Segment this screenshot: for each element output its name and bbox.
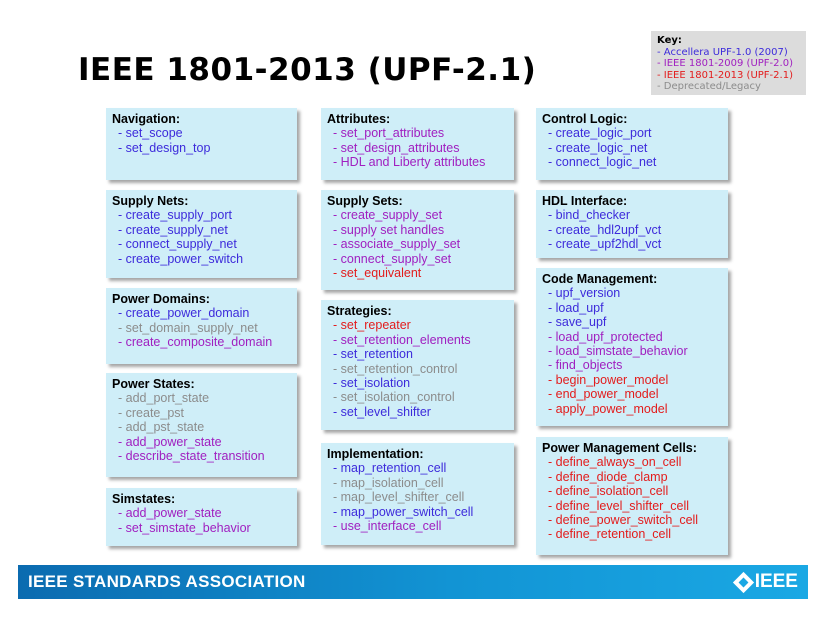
command-item: - set_design_attributes xyxy=(333,140,460,155)
command-item: - upf_version xyxy=(548,286,621,301)
command-item: - create_power_switch xyxy=(118,251,244,266)
slide-title: IEEE 1801-2013 (UPF-2.1) xyxy=(78,52,537,88)
command-item: - add_power_state xyxy=(118,434,222,449)
panel-title: Supply Sets: xyxy=(327,194,403,208)
panel-power-management-cells xyxy=(536,437,728,555)
command-list xyxy=(112,391,291,463)
panel-title: Code Management: xyxy=(542,272,658,286)
command-item: - create_pst xyxy=(118,405,185,420)
command-item: - set_retention_elements xyxy=(333,332,471,347)
panel-title: Supply Nets: xyxy=(112,194,189,208)
command-item: - create_supply_port xyxy=(118,208,232,223)
command-item: - set_retention_control xyxy=(333,361,458,376)
key-item-upf10: - Accellera UPF-1.0 (2007) xyxy=(657,46,788,58)
command-item: - set_scope xyxy=(118,126,183,141)
command-list xyxy=(542,455,722,541)
version-key xyxy=(651,31,806,95)
panel-title: HDL Interface: xyxy=(542,194,628,208)
command-item: - load_simstate_behavior xyxy=(548,344,688,359)
command-item: - create_logic_port xyxy=(548,126,652,141)
command-list xyxy=(327,208,508,280)
command-item: - HDL and Liberty attributes xyxy=(333,155,486,170)
panel-hdl-interface xyxy=(536,190,728,258)
command-item: - define_isolation_cell xyxy=(548,484,669,499)
command-item: - set_retention xyxy=(333,347,413,362)
command-item: - find_objects xyxy=(548,358,623,373)
command-item: - set_domain_supply_net xyxy=(118,320,258,335)
command-item: - begin_power_model xyxy=(548,372,669,387)
command-item: - set_isolation_control xyxy=(333,390,455,405)
ieee-diamond-icon xyxy=(733,571,754,592)
command-item: - use_interface_cell xyxy=(333,519,442,534)
command-item: - set_design_top xyxy=(118,140,211,155)
command-item: - create_composite_domain xyxy=(118,335,273,350)
command-item: - bind_checker xyxy=(548,208,630,223)
command-item: - create_power_domain xyxy=(118,306,250,321)
panel-strategies xyxy=(321,300,514,430)
command-item: - load_upf xyxy=(548,300,604,315)
command-item: - supply set handles xyxy=(333,222,445,237)
panel-control-logic xyxy=(536,108,728,180)
command-list xyxy=(542,126,722,169)
command-item: - connect_logic_net xyxy=(548,155,657,170)
command-item: - create_supply_set xyxy=(333,208,443,223)
footer-bar xyxy=(18,565,808,599)
command-item: - define_level_shifter_cell xyxy=(548,498,690,513)
command-item: - add_port_state xyxy=(118,391,210,406)
command-item: - add_pst_state xyxy=(118,420,205,435)
key-item-upf21: - IEEE 1801-2013 (UPF-2.1) xyxy=(657,69,793,81)
command-list xyxy=(542,208,722,251)
panel-simstates xyxy=(106,488,297,546)
command-item: - map_isolation_cell xyxy=(333,475,444,490)
command-item: - set_port_attributes xyxy=(333,126,445,141)
panel-code-management xyxy=(536,268,728,426)
panel-title: Implementation: xyxy=(327,447,424,461)
command-item: - create_hdl2upf_vct xyxy=(548,222,662,237)
command-item: - create_logic_net xyxy=(548,140,648,155)
command-item: - set_isolation xyxy=(333,376,411,391)
command-item: - map_retention_cell xyxy=(333,461,447,476)
command-list xyxy=(112,126,291,155)
panel-attributes xyxy=(321,108,514,180)
command-item: - set_simstate_behavior xyxy=(118,520,251,535)
command-item: - apply_power_model xyxy=(548,401,668,416)
panel-power-states xyxy=(106,373,297,477)
panel-title: Strategies: xyxy=(327,304,392,318)
command-item: - define_always_on_cell xyxy=(548,455,682,470)
panel-power-domains xyxy=(106,288,297,364)
command-item: - map_power_switch_cell xyxy=(333,504,474,519)
command-list xyxy=(112,208,291,266)
command-item: - connect_supply_set xyxy=(333,251,452,266)
command-item: - save_upf xyxy=(548,315,607,330)
command-item: - define_diode_clamp xyxy=(548,469,668,484)
panel-title: Power Management Cells: xyxy=(542,441,697,455)
panel-title: Power Domains: xyxy=(112,292,210,306)
standards-association-label: IEEE STANDARDS ASSOCIATION xyxy=(28,572,306,591)
ieee-logo xyxy=(736,571,798,593)
command-item: - create_supply_net xyxy=(118,222,228,237)
command-list xyxy=(327,318,508,419)
command-list xyxy=(327,126,508,169)
panel-implementation xyxy=(321,443,514,545)
panel-title: Power States: xyxy=(112,377,195,391)
key-item-deprecated: - Deprecated/Legacy xyxy=(657,81,761,92)
panel-navigation xyxy=(106,108,297,180)
panel-title: Simstates: xyxy=(112,492,176,506)
command-list xyxy=(327,461,508,533)
ieee-logo-text: IEEE xyxy=(754,571,798,592)
panel-title: Control Logic: xyxy=(542,112,628,126)
command-item: - set_level_shifter xyxy=(333,404,431,419)
key-title: Key: xyxy=(657,35,682,46)
command-item: - describe_state_transition xyxy=(118,449,265,464)
panel-title: Navigation: xyxy=(112,112,181,126)
command-item: - define_power_switch_cell xyxy=(548,513,699,528)
command-item: - load_upf_protected xyxy=(548,329,663,344)
command-item: - associate_supply_set xyxy=(333,237,461,252)
command-item: - create_upf2hdl_vct xyxy=(548,237,662,252)
command-list xyxy=(112,506,291,535)
panel-supply-sets xyxy=(321,190,514,290)
panel-supply-nets xyxy=(106,190,297,278)
command-item: - set_repeater xyxy=(333,318,411,333)
key-item-upf20: - IEEE 1801-2009 (UPF-2.0) xyxy=(657,58,793,69)
command-item: - end_power_model xyxy=(548,387,659,402)
command-item: - define_retention_cell xyxy=(548,527,671,542)
command-item: - set_equivalent xyxy=(333,266,422,281)
command-list xyxy=(542,286,722,416)
command-item: - connect_supply_net xyxy=(118,237,237,252)
command-list xyxy=(112,306,291,349)
command-item: - add_power_state xyxy=(118,506,222,521)
command-item: - map_level_shifter_cell xyxy=(333,490,465,505)
panel-title: Attributes: xyxy=(327,112,391,126)
